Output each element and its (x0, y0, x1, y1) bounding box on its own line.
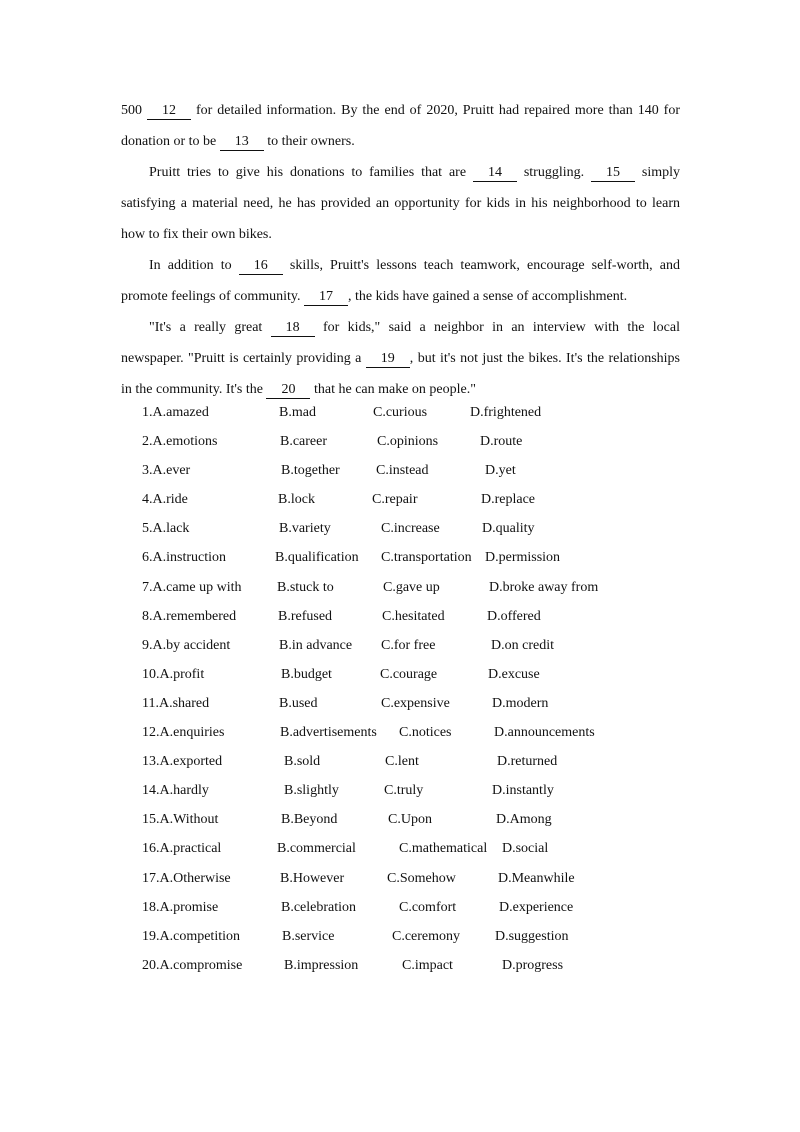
option-row (142, 922, 682, 951)
option-choice: C.expensive (381, 695, 450, 711)
passage-text-segment: Pruitt tries to give his donations to families that are (149, 165, 473, 180)
option-choice: C.comfort (399, 899, 457, 915)
option-choice: B.Beyond (281, 812, 338, 828)
option-choice: B.budget (281, 666, 332, 682)
option-choice: B.lock (278, 492, 315, 508)
option-choice: B.service (282, 928, 335, 944)
answer-blank: 14 (473, 165, 517, 182)
option-choice: B.sold (284, 754, 321, 770)
passage-line (121, 343, 680, 374)
option-choice: C.curious (373, 405, 428, 420)
option-choice: B.mad (279, 405, 316, 420)
passage-line (121, 281, 680, 312)
option-choice: C.ceremony (392, 928, 461, 944)
option-row (142, 747, 682, 776)
answer-blank: 12 (147, 103, 191, 120)
option-choice: D.modern (492, 695, 549, 711)
option-row (142, 834, 682, 863)
option-choice: 4.A.ride (142, 492, 188, 508)
option-choice: B.slightly (284, 783, 339, 799)
passage-line (121, 95, 680, 126)
option-choice: 20.A.compromise (142, 957, 243, 973)
passage-text-segment: that he can make on people." (310, 382, 476, 397)
option-choice: C.notices (399, 725, 452, 741)
option-choice: 10.A.profit (142, 666, 205, 682)
option-choice: 19.A.competition (142, 928, 240, 944)
option-choice: 12.A.enquiries (142, 725, 225, 741)
option-choice: 11.A.shared (142, 695, 210, 711)
option-row (142, 514, 682, 543)
passage-text-segment: promote feelings of community. (121, 289, 304, 304)
option-choice: D.returned (497, 754, 558, 770)
option-choice: B.in advance (279, 637, 353, 653)
option-choice: B.stuck to (277, 579, 334, 595)
passage-text-segment: skills, Pruitt's lessons teach teamwork, encourage self-worth, and (282, 258, 680, 273)
answer-blank: 18 (271, 320, 315, 337)
option-choice: D.broke away from (489, 579, 599, 595)
option-choice: D.excuse (488, 666, 540, 682)
passage-line (121, 188, 680, 219)
option-choice: C.repair (372, 492, 418, 508)
answer-blank: 15 (591, 165, 635, 182)
option-choice: C.increase (381, 521, 440, 537)
option-row (142, 951, 682, 980)
passage-text-segment: , but it's not just the bikes. It's the relationships (409, 351, 680, 366)
option-choice: D.frightened (470, 405, 542, 420)
answer-blank: 19 (366, 351, 410, 368)
option-choice: C.lent (385, 754, 419, 770)
option-row (142, 427, 682, 456)
option-choice: 1.A.amazed (142, 405, 209, 420)
passage-line (121, 219, 680, 250)
option-choice: B.refused (278, 608, 333, 624)
option-choice: D.social (502, 841, 549, 857)
option-choice: 5.A.lack (142, 521, 190, 537)
passage-text-segment: for detailed information. By the end of 2020, Pruitt had repaired more than 140 for (190, 103, 681, 118)
answer-options (142, 398, 682, 980)
option-choice: B.variety (279, 521, 331, 537)
passage-line (121, 312, 680, 343)
option-row (142, 893, 682, 922)
option-choice: C.transportation (381, 550, 472, 566)
option-choice: C.opinions (377, 434, 439, 450)
passage-line (121, 126, 680, 157)
option-choice: D.announcements (494, 725, 595, 741)
passage-text (121, 95, 680, 405)
passage-text-segment: "It's a really great (149, 320, 271, 335)
option-choice: 6.A.instruction (142, 550, 226, 566)
option-choice: C.truly (384, 783, 424, 799)
passage-text-segment: in the community. It's the (121, 382, 267, 397)
option-choice: 18.A.promise (142, 899, 219, 915)
option-choice: 15.A.Without (142, 812, 219, 828)
option-choice: B.used (279, 695, 318, 711)
option-row (142, 398, 682, 427)
option-choice: 17.A.Otherwise (142, 870, 231, 886)
option-choice: 8.A.remembered (142, 608, 237, 624)
passage-text-segment: satisfying a material need, he has provided an opportunity for kids in his neighborhood to learn (121, 196, 680, 211)
option-choice: 14.A.hardly (142, 783, 209, 799)
option-choice: C.gave up (383, 579, 440, 595)
passage-text-segment: , the kids have gained a sense of accomplishment. (348, 289, 628, 304)
option-choice: B.career (280, 434, 328, 450)
answer-blank: 20 (266, 382, 310, 399)
passage-text-segment: for kids," said a neighbor in an interview with the local (314, 320, 680, 335)
answer-blank: 16 (239, 258, 283, 275)
option-choice: B.celebration (281, 899, 357, 915)
option-row (142, 485, 682, 514)
option-choice: 2.A.emotions (142, 434, 218, 450)
option-choice: D.yet (485, 463, 516, 479)
option-row (142, 660, 682, 689)
option-row (142, 689, 682, 718)
option-choice: C.mathematical (399, 841, 488, 857)
option-row (142, 864, 682, 893)
option-choice: D.instantly (492, 783, 554, 799)
option-row (142, 543, 682, 572)
passage-text-segment: donation or to be (121, 134, 220, 149)
option-choice: D.Among (496, 812, 552, 828)
option-choice: D.route (480, 434, 523, 450)
option-choice: B.qualification (275, 550, 359, 566)
option-choice: D.Meanwhile (498, 870, 575, 886)
option-choice: B.advertisements (280, 725, 377, 741)
option-row (142, 776, 682, 805)
option-choice: 9.A.by accident (142, 637, 231, 653)
option-choice: C.hesitated (382, 608, 445, 624)
passage-text-segment: simply (635, 165, 681, 180)
option-choice: C.impact (402, 957, 453, 973)
passage-text-segment: 500 (121, 103, 147, 118)
option-choice: C.Somehow (387, 870, 456, 886)
option-row (142, 631, 682, 660)
option-choice: 16.A.practical (142, 841, 222, 857)
option-choice: B.commercial (277, 841, 356, 857)
passage-text-segment: struggling. (516, 165, 591, 180)
option-row (142, 718, 682, 747)
passage-line (121, 157, 680, 188)
option-row (142, 602, 682, 631)
option-choice: D.permission (485, 550, 561, 566)
option-choice: C.for free (381, 637, 436, 653)
option-choice: B.impression (284, 957, 359, 973)
option-choice: D.offered (487, 608, 541, 624)
passage-line (121, 250, 680, 281)
option-choice: C.Upon (388, 812, 432, 828)
passage-text-segment: to their owners. (263, 134, 355, 149)
option-choice: D.experience (499, 899, 574, 915)
option-row (142, 573, 682, 602)
passage-text-segment: how to fix their own bikes. (121, 227, 272, 242)
option-choice: D.suggestion (495, 928, 569, 944)
option-choice: D.quality (482, 521, 535, 537)
option-choice: B.together (281, 463, 340, 479)
option-row (142, 456, 682, 485)
option-choice: C.instead (376, 463, 429, 479)
option-choice: D.progress (502, 957, 564, 973)
option-choice: D.on credit (491, 637, 554, 653)
option-choice: 13.A.exported (142, 754, 223, 770)
option-choice: 3.A.ever (142, 463, 191, 479)
answer-blank: 13 (220, 134, 264, 151)
option-row (142, 805, 682, 834)
option-choice: B.However (280, 870, 345, 886)
answer-blank: 17 (304, 289, 348, 306)
option-choice: D.replace (481, 492, 536, 508)
option-choice: C.courage (380, 666, 438, 682)
passage-text-segment: newspaper. "Pruitt is certainly providing a (121, 351, 366, 366)
option-choice: 7.A.came up with (142, 579, 242, 595)
passage-text-segment: In addition to (149, 258, 239, 273)
